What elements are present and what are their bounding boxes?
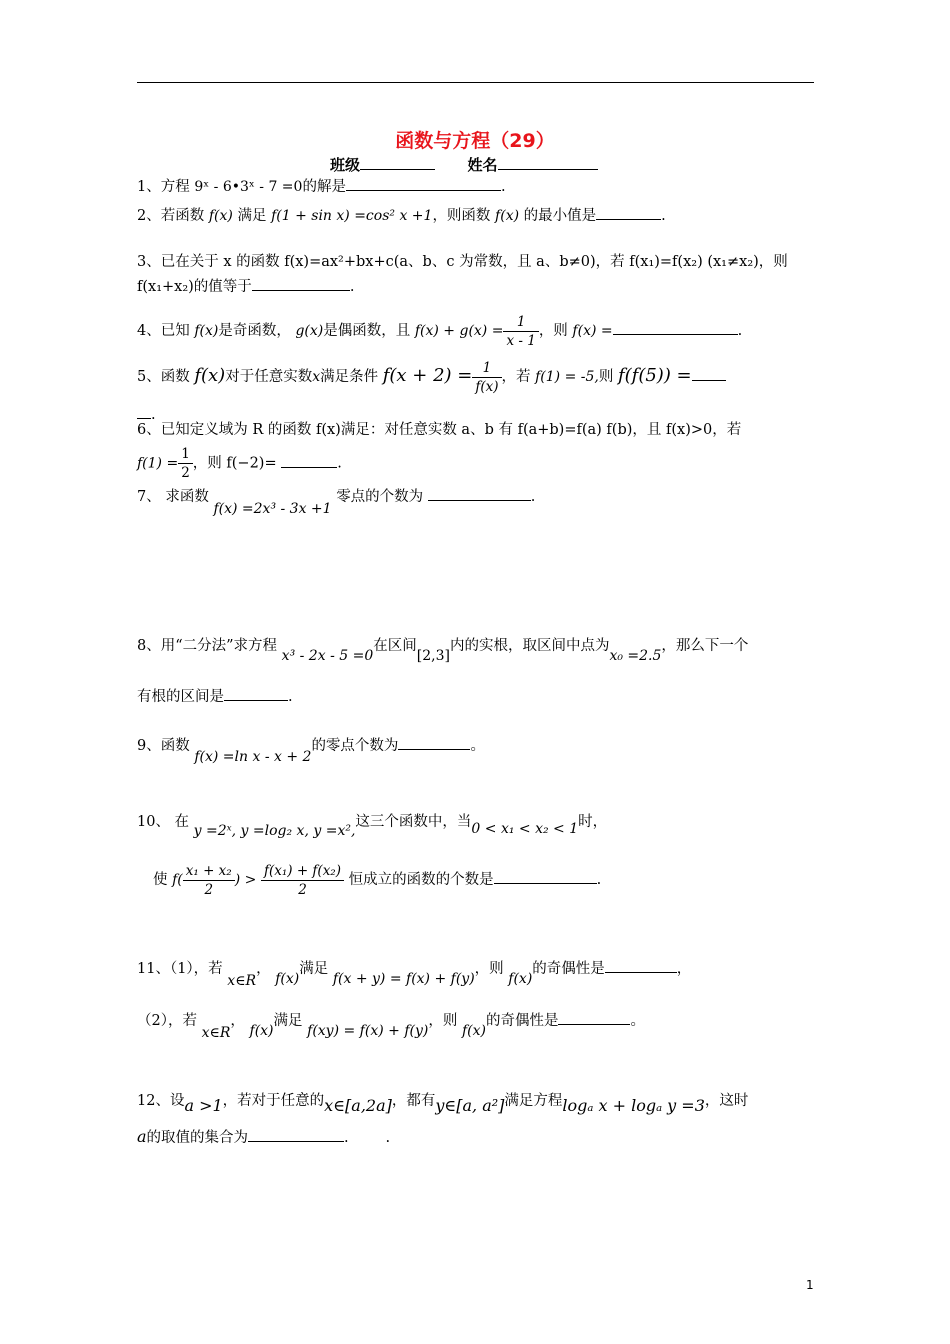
q8-equation: x³ - 2x - 5 =0 (281, 648, 374, 664)
q7-number: 7、 求函数 (137, 489, 209, 505)
q5-number: 5、函数 (137, 369, 190, 385)
question-10 (137, 812, 608, 839)
question-8-line-2 (137, 686, 293, 707)
q11-equation-2: f(xy) = f(x) + f(y) (307, 1023, 429, 1039)
fraction-numerator: 1 (178, 445, 193, 464)
header-rule (137, 82, 814, 83)
q11-text-3: 的奇偶性是 (532, 961, 605, 977)
q10-fraction-2 (261, 862, 344, 899)
q4-function-f: f(x) (194, 323, 219, 339)
question-3-line-1: 3、已在关于 x 的函数 f(x)=ax²+bx+c(a、b、c 为常数，且 a、b≠0)，若 f(x₁)=f(x₂) (x₁≠x₂)，则 (137, 254, 788, 270)
q10-functions: y =2ˣ, y =log₂ x, y =x², (193, 823, 356, 839)
question-9 (137, 735, 485, 765)
question-6-line-2 (137, 445, 342, 482)
page-title: 函数与方程（29） (395, 130, 555, 152)
q10-condition: 0 < x₁ < x₂ < 1 (471, 821, 579, 837)
q4-function-g: g(x) (295, 323, 324, 339)
answer-blank (558, 1010, 630, 1025)
answer-blank (248, 1127, 344, 1142)
question-11-part-2 (137, 1010, 645, 1041)
q12-text-5: 的取值的集合为 (146, 1130, 249, 1146)
q9-text: 的零点个数为 (311, 738, 399, 754)
name-blank (498, 155, 598, 170)
q1-number: 1、方程 (137, 179, 190, 195)
answer-blank-continued (137, 404, 151, 419)
question-8 (137, 636, 749, 664)
q8-text-3: ，那么下一个 (661, 638, 749, 654)
q4-fraction (503, 313, 538, 350)
class-blank (360, 155, 435, 170)
q9-number: 9、函数 (137, 738, 190, 754)
q10-f-open: f( (172, 872, 183, 888)
question-10-line-2 (153, 860, 601, 900)
answer-blank (252, 276, 350, 291)
answer-blank (605, 958, 677, 973)
answer-blank (494, 869, 597, 884)
fraction-numerator: 1 (503, 313, 538, 332)
q12-condition: a >1 (184, 1096, 223, 1115)
q12-x-interval: x∈[a,2a] (324, 1096, 392, 1115)
q10-fraction-1 (183, 862, 235, 899)
q2-function: f(x) (208, 208, 233, 224)
question-11-part-1 (137, 958, 692, 989)
q5-text-4: 则 (598, 369, 614, 385)
q12-text-2: ，都有 (391, 1093, 436, 1109)
q10-text-3: 使 (153, 872, 168, 888)
q1-period: . (500, 179, 506, 195)
q7-function: f(x) =2x³ - 3x +1 (213, 501, 332, 517)
q6-text: ，则 f(−2)= (192, 455, 277, 472)
q9-period: 。 (470, 738, 485, 754)
fraction-numerator: f(x₁) + f(x₂) (261, 862, 344, 881)
answer-blank (398, 735, 470, 750)
answer-blank (428, 486, 531, 501)
q12-equation: logₐ x + logₐ y =3 (562, 1096, 705, 1115)
question-5 (137, 356, 726, 397)
question-12-line-2 (137, 1127, 390, 1148)
question-6-line-1: 6、已知定义域为 R 的函数 f(x)满足：对任意实数 a、b 有 f(a+b)=f(a) f(b)，且 f(x)>0，若 (137, 422, 742, 438)
fraction-denominator: 2 (181, 465, 190, 481)
q11-domain-2: x∈R (201, 1025, 231, 1041)
q4-period: . (737, 323, 743, 339)
q1-text: 的解是 (302, 179, 346, 195)
answer-blank (692, 366, 726, 381)
question-7 (137, 486, 536, 517)
q10-text-2: 时， (578, 814, 608, 830)
fraction-denominator: x - 1 (506, 332, 536, 349)
q5-equation: f(x + 2) = (382, 365, 473, 386)
q5-function: f(x) (194, 365, 226, 386)
q8-text: 在区间 (373, 638, 417, 654)
q8-period: . (288, 689, 293, 705)
q10-number: 10、 在 (137, 814, 190, 830)
q5-text-2: 满足条件 (320, 369, 379, 385)
q11-function-4: f(x) (461, 1023, 486, 1039)
q2-period: . (661, 208, 666, 224)
q3-period: . (349, 279, 355, 295)
q11-number: 11、（1），若 (137, 961, 223, 977)
question-3-line-2 (137, 276, 354, 297)
q7-text: 零点的个数为 (336, 489, 424, 505)
q7-period: . (530, 489, 536, 505)
answer-blank (613, 320, 738, 335)
q11-text-5: ，则 (428, 1013, 458, 1029)
q11-text: 满足 (299, 961, 329, 977)
q11-function-3: f(x) (249, 1023, 274, 1039)
q2-text-3: 的最小值是 (523, 208, 597, 224)
question-2 (137, 205, 666, 226)
q10-text-4: 恒成立的函数的个数是 (348, 872, 494, 888)
q8-midpoint: x₀ =2.5 (609, 648, 662, 664)
fraction-numerator: 1 (472, 359, 501, 378)
question-1 (137, 176, 506, 197)
question-12 (137, 1090, 749, 1115)
fraction-denominator: 2 (298, 881, 307, 898)
q5-fraction (472, 359, 501, 396)
q6-fraction (178, 445, 193, 482)
class-label: 班级 (330, 156, 361, 174)
q12-text-3: 满足方程 (504, 1093, 563, 1109)
answer-blank (596, 205, 661, 220)
q5-text: 对于任意实数 (225, 369, 313, 385)
q4-text: 是奇函数， (218, 323, 291, 339)
q12-text: ，若对于任意的 (222, 1093, 325, 1109)
answer-blank (281, 453, 337, 468)
q11-equation-1: f(x + y) = f(x) + f(y) (332, 971, 475, 987)
fraction-denominator: f(x) (475, 378, 499, 395)
q10-period: . (596, 872, 602, 888)
q11-text-6: 的奇偶性是 (485, 1013, 559, 1029)
q11-text-2: ，则 (474, 961, 504, 977)
q10-text: 这三个函数中，当 (355, 814, 472, 830)
q12-text-4: ，这时 (704, 1093, 749, 1109)
q9-function: f(x) =ln x - x + 2 (194, 749, 312, 765)
question-4 (137, 312, 742, 350)
q5-variable: x (312, 369, 321, 385)
answer-blank (224, 686, 288, 701)
q8-text-4: 有根的区间是 (137, 689, 224, 705)
q6-period: . (337, 455, 342, 472)
q11-comma-3: ， (230, 1013, 245, 1029)
q10-greater-than: ) > (234, 872, 257, 888)
q6-given: f(1) = (137, 455, 179, 472)
q2-text: 满足 (237, 208, 267, 224)
q4-ask: f(x) = (572, 323, 613, 339)
q8-number: 8、用“二分法”求方程 (137, 638, 278, 654)
q11-period: 。 (630, 1013, 645, 1029)
q12-variable-a: a (137, 1127, 147, 1146)
q11-comma-2: ， (676, 961, 692, 977)
q2-number: 2、若函数 (137, 208, 205, 224)
q11-part-2-number: （2），若 (137, 1013, 197, 1029)
q4-text-3: ，则 (538, 323, 568, 339)
q4-text-2: 是偶函数，且 (323, 323, 411, 339)
class-name-line (330, 154, 598, 175)
q8-interval: [2,3] (416, 648, 450, 664)
q11-domain: x∈R (227, 973, 257, 989)
name-label: 姓名 (467, 156, 498, 174)
q2-text-2: ，则函数 (432, 208, 491, 224)
q2-function-2: f(x) (495, 208, 520, 224)
q8-text-2: 内的实根，取区间中点为 (449, 638, 610, 654)
q11-function-2: f(x) (508, 971, 533, 987)
fraction-denominator: 2 (204, 881, 214, 898)
q3-text: f(x₁+x₂)的值等于 (137, 279, 252, 295)
q12-period: . . (344, 1130, 391, 1146)
answer-blank (346, 176, 501, 191)
q4-equation: f(x) + g(x) = (414, 323, 504, 339)
q5-ask: f(f(5)) = (617, 365, 692, 386)
q12-number: 12、设 (137, 1093, 185, 1109)
page-number: 1 (806, 1278, 814, 1292)
q5-text-3: ，若 (501, 369, 531, 385)
q5-given: f(1) = -5, (535, 369, 599, 385)
q2-condition: f(1 + sin x) =cos² x +1 (271, 208, 433, 224)
q1-equation: 9ˣ - 6•3ˣ - 7 =0 (194, 179, 303, 195)
q11-comma: ， (256, 961, 271, 977)
q5-period: . (151, 407, 156, 423)
q11-function: f(x) (275, 971, 300, 987)
q12-y-interval: y∈[a, a²] (435, 1096, 505, 1115)
q4-number: 4、已知 (137, 323, 190, 339)
q11-text-4: 满足 (273, 1013, 303, 1029)
fraction-numerator: x₁ + x₂ (183, 862, 235, 881)
